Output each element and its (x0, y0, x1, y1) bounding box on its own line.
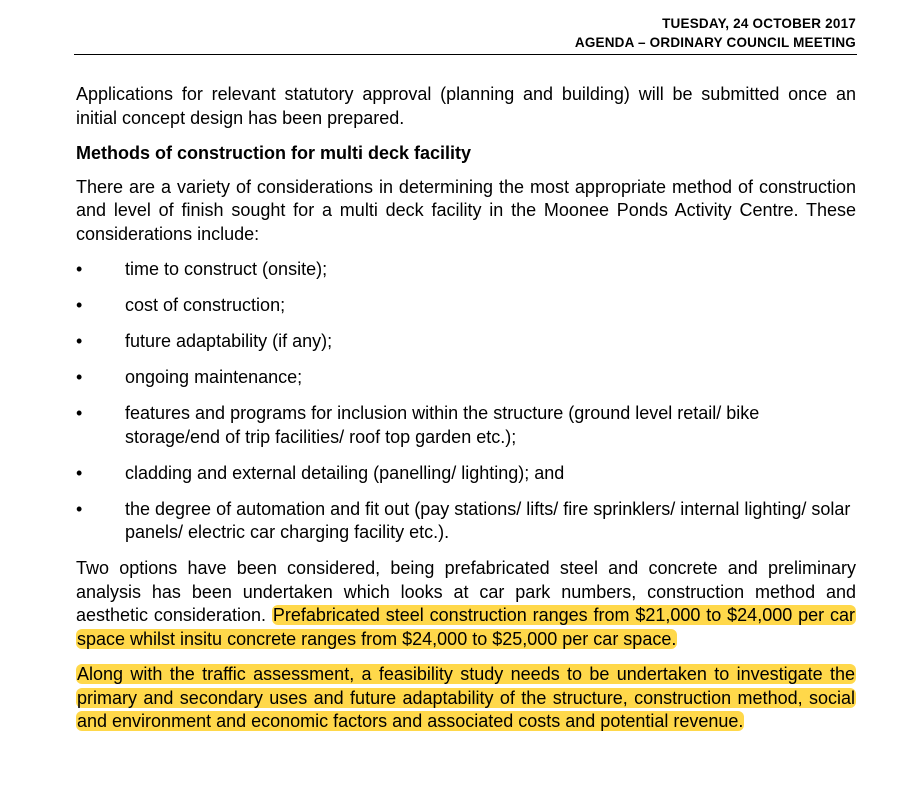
bullet-icon: • (76, 462, 83, 483)
meeting-title: AGENDA – ORDINARY COUNCIL MEETING (574, 35, 856, 50)
list-item-text: cost of construction; (125, 295, 286, 315)
section-heading: Methods of construction for multi deck facility (76, 143, 472, 163)
list-item (76, 330, 856, 354)
options-paragraph (76, 557, 856, 651)
header-divider (74, 54, 857, 55)
considerations-list (76, 258, 856, 545)
cost-highlight: Prefabricated steel construction ranges from $21,000 to $24,000 per car space whilst insitu concrete ranges from $24,000 to $25,000 per car space. (77, 605, 855, 649)
bullet-icon: • (76, 403, 83, 423)
document-body (76, 83, 856, 734)
list-item-text: future adaptability (if any); (125, 331, 333, 351)
options-text: Two options have been considered, being prefabricated steel and concrete and preliminary analysis has been undertaken which looks at car park numbers, construction method and aesthetic consideration. (76, 558, 856, 625)
bullet-icon: • (76, 259, 83, 279)
considerations-paragraph: There are a variety of considerations in determining the most appropriate method of construction and level of finish sought for a multi deck facility in the Moonee Ponds Activity Centre. These considerations include: (76, 176, 856, 244)
meeting-date: TUESDAY, 24 OCTOBER 2017 (662, 16, 856, 31)
list-item (76, 366, 856, 390)
list-item (76, 498, 856, 545)
list-item (76, 294, 856, 318)
feasibility-paragraph (76, 663, 856, 734)
page-header (74, 14, 856, 52)
list-item (76, 402, 856, 449)
list-item-text: cladding and external detailing (panelling/ lighting); and (125, 462, 565, 483)
intro-paragraph: Applications for relevant statutory approval (planning and building) will be submitted once an initial concept design has been prepared. (76, 84, 856, 128)
list-item-text: ongoing maintenance; (125, 367, 303, 387)
list-item (76, 258, 856, 282)
list-item-text: time to construct (onsite); (125, 259, 328, 279)
bullet-icon: • (76, 295, 83, 315)
bullet-icon: • (76, 367, 83, 387)
list-item-text: features and programs for inclusion within the structure (ground level retail/ bike storage/end of trip facilities/ roof top garden etc.); (125, 403, 760, 447)
bullet-icon: • (76, 331, 83, 351)
bullet-icon: • (76, 498, 83, 519)
feasibility-highlight: Along with the traffic assessment, a feasibility study needs to be undertaken to investigate the primary and secondary uses and future adaptability of the structure, construction method, social and environment and economic factors and associated costs and potential revenue. (77, 664, 855, 731)
list-item-text: the degree of automation and fit out (pay stations/ lifts/ fire sprinklers/ internal lighting/ solar panels/ electric car charging facility etc.). (125, 498, 851, 542)
list-item (76, 462, 856, 486)
